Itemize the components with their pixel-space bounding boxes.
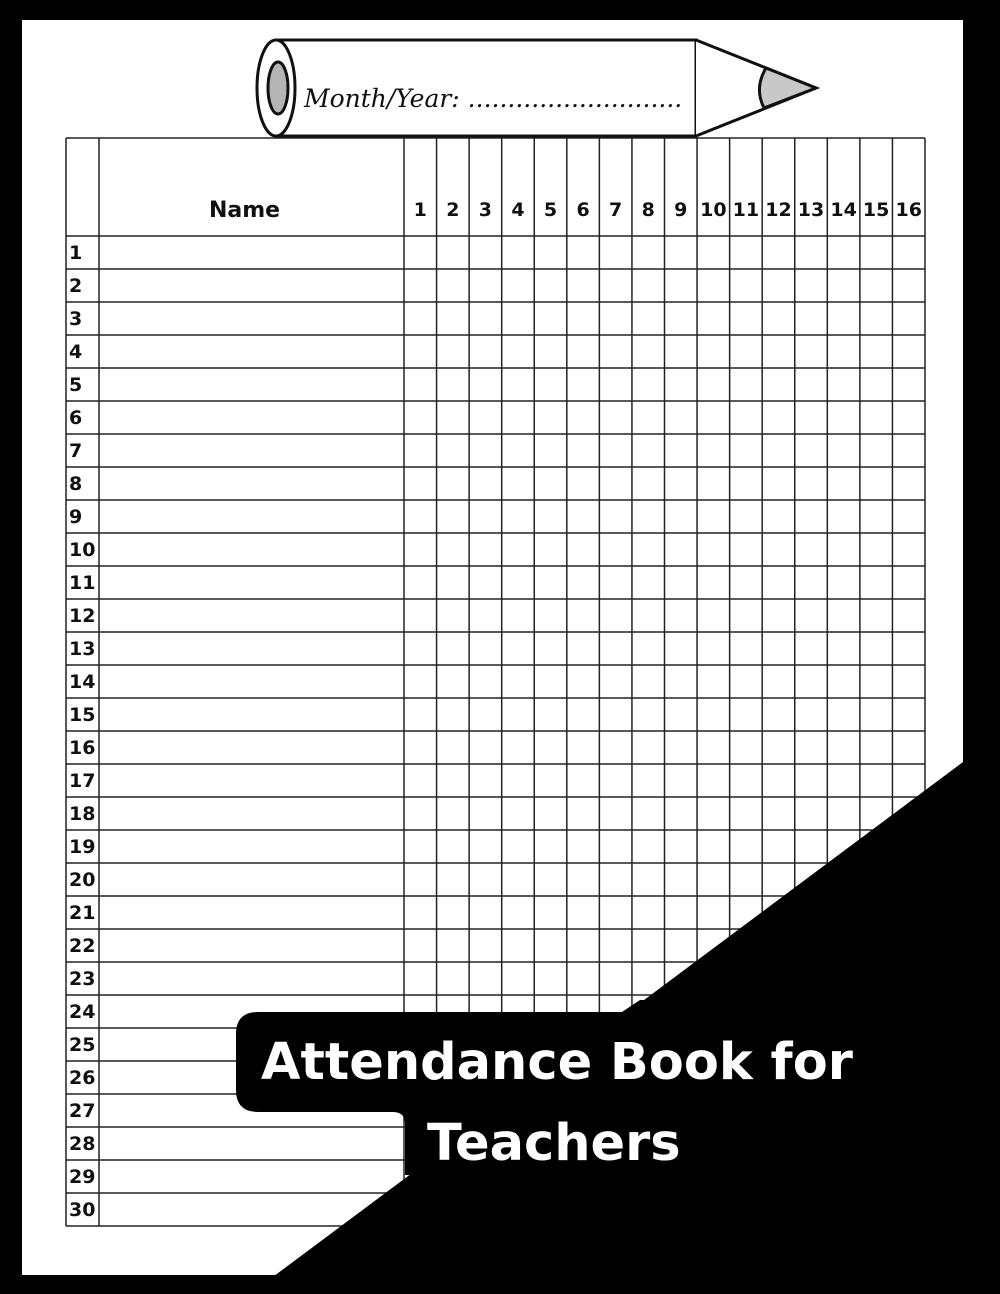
row-number: 28 bbox=[69, 1133, 96, 1155]
row-number: 7 bbox=[69, 440, 83, 462]
row-number: 10 bbox=[69, 539, 96, 561]
row-number: 3 bbox=[69, 308, 83, 330]
row-number: 2 bbox=[69, 275, 83, 297]
row-number: 12 bbox=[69, 605, 96, 627]
row-number: 9 bbox=[69, 506, 83, 528]
day-column-header: 11 bbox=[732, 199, 760, 221]
row-number: 27 bbox=[69, 1100, 96, 1122]
row-number: 19 bbox=[69, 836, 96, 858]
row-number: 11 bbox=[69, 572, 96, 594]
row-number: 23 bbox=[69, 968, 96, 990]
row-number: 14 bbox=[69, 671, 96, 693]
row-number: 17 bbox=[69, 770, 96, 792]
row-number: 22 bbox=[69, 935, 96, 957]
row-number: 1 bbox=[69, 242, 83, 264]
day-column-header: 14 bbox=[830, 199, 857, 221]
row-number: 8 bbox=[69, 473, 83, 495]
row-number: 5 bbox=[69, 374, 83, 396]
day-column-header: 8 bbox=[641, 199, 655, 221]
day-column-header: 3 bbox=[478, 199, 493, 221]
row-number: 18 bbox=[69, 803, 96, 825]
row-number: 6 bbox=[69, 407, 83, 429]
day-column-header: 9 bbox=[674, 199, 688, 221]
day-column-header: 1 bbox=[413, 199, 427, 221]
day-column-header: 2 bbox=[446, 199, 460, 221]
row-number: 21 bbox=[69, 902, 96, 924]
row-number: 20 bbox=[69, 869, 96, 891]
row-number: 24 bbox=[69, 1001, 96, 1023]
day-column-header: 4 bbox=[511, 199, 525, 221]
row-number: 13 bbox=[69, 638, 96, 660]
day-column-header: 10 bbox=[700, 199, 727, 221]
day-column-header: 7 bbox=[609, 199, 623, 221]
day-column-header: 16 bbox=[895, 199, 922, 221]
row-number: 15 bbox=[69, 704, 96, 726]
row-number: 25 bbox=[69, 1034, 96, 1056]
name-column-header: Name bbox=[209, 198, 281, 223]
row-number: 29 bbox=[69, 1166, 96, 1188]
row-number: 30 bbox=[69, 1199, 96, 1221]
row-number: 26 bbox=[69, 1067, 96, 1089]
cover-title-line-1: Attendance Book for bbox=[261, 1033, 853, 1092]
day-column-header: 5 bbox=[543, 199, 558, 221]
cover-title-line-2: Teachers bbox=[427, 1114, 681, 1173]
day-column-header: 12 bbox=[765, 199, 792, 221]
day-column-header: 13 bbox=[797, 199, 825, 221]
row-number: 16 bbox=[69, 737, 96, 759]
row-number: 4 bbox=[69, 341, 83, 363]
day-column-header: 15 bbox=[862, 199, 890, 221]
month-year-label: Month/Year: ........................... bbox=[304, 84, 683, 113]
day-column-header: 6 bbox=[576, 199, 590, 221]
